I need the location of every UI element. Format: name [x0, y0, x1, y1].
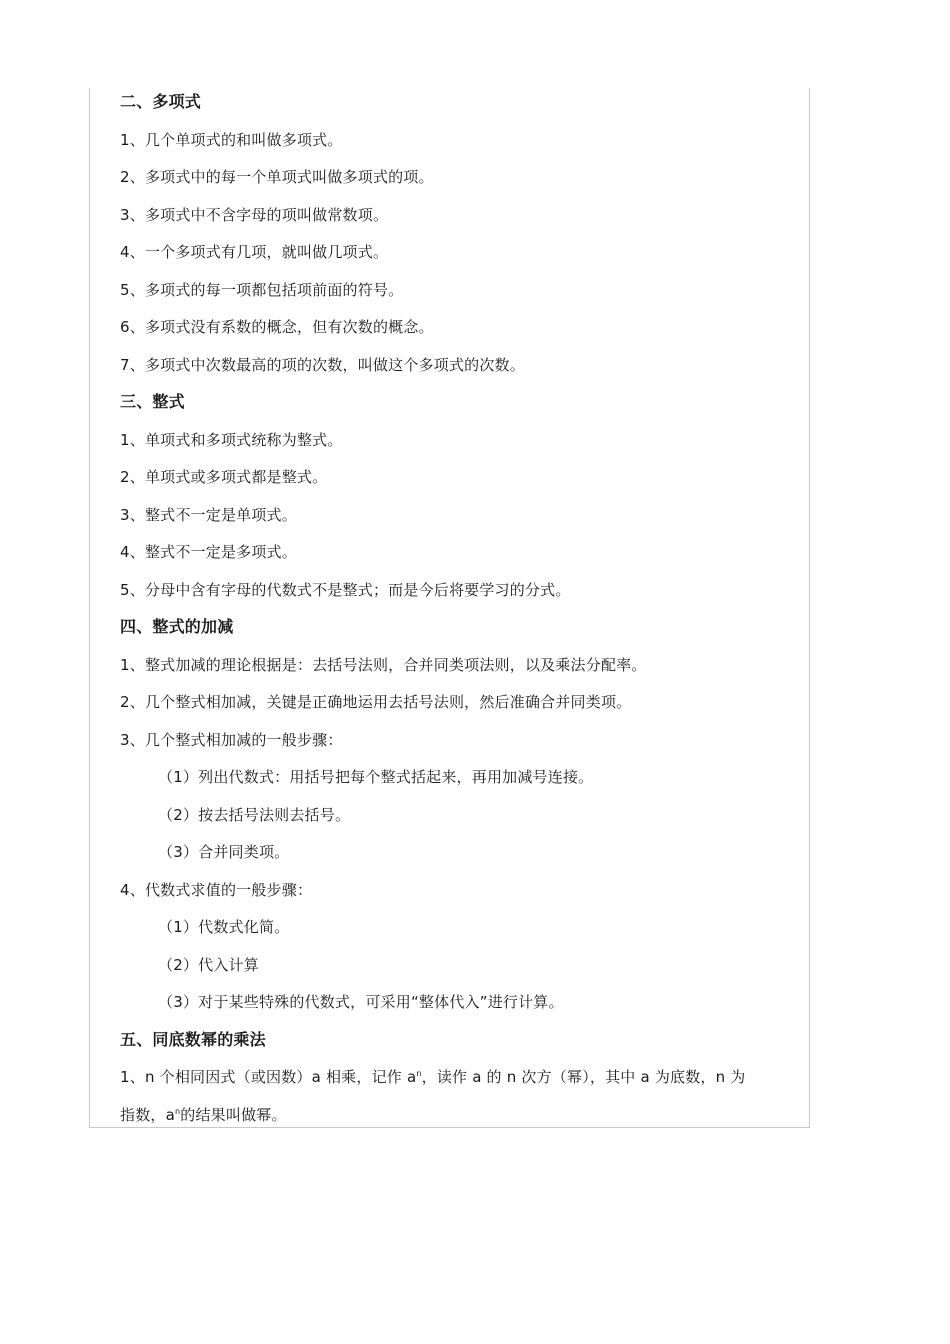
section-heading-power-multiplication: 五、同底数幂的乘法 [120, 1029, 266, 1049]
sub-list-item: （3）对于某些特殊的代数式，可采用“整体代入”进行计算。 [158, 993, 564, 1011]
list-item: 1、几个单项式的和叫做多项式。 [120, 130, 343, 149]
list-item: 2、单项式或多项式都是整式。 [120, 468, 328, 486]
text-fragment: 指数，a [120, 1105, 175, 1124]
text-fragment: 1、n 个相同因式（或因数）a 相乘，记作 a [120, 1068, 417, 1086]
section-heading-polynomial: 二、多项式 [120, 92, 202, 111]
sub-list-item: （1）列出代数式：用括号把每个整式括起来，再用加减号连接。 [158, 768, 594, 786]
list-item: 7、多项式中次数最高的项的次数，叫做这个多项式的次数。 [120, 355, 525, 374]
list-item: 3、整式不一定是单项式。 [120, 505, 297, 524]
sub-list-item: （1）代数式化简。 [158, 918, 290, 936]
text-fragment: ，读作 a 的 n 次方（幂），其中 a 为底数，n 为 [421, 1068, 746, 1086]
list-item: 4、整式不一定是多项式。 [120, 543, 297, 561]
list-item: 4、一个多项式有几项，就叫做几项式。 [120, 243, 389, 261]
list-item: 6、多项式没有系数的概念，但有次数的概念。 [120, 318, 434, 336]
list-item: 2、几个整式相加减，关键是正确地运用去括号法则，然后准确合并同类项。 [120, 693, 632, 711]
section-heading-addition-subtraction: 四、整式的加减 [120, 617, 234, 636]
list-item: 4、代数式求值的一般步骤： [120, 880, 313, 899]
list-item: 1、单项式和多项式统称为整式。 [120, 430, 343, 449]
list-item-continuation [120, 1101, 800, 1139]
list-item: 5、分母中含有字母的代数式不是整式；而是今后将要学习的分式。 [120, 580, 571, 599]
sub-list-item: （2）按去括号法则去括号。 [158, 805, 351, 824]
list-item: 3、几个整式相加减的一般步骤： [120, 730, 343, 749]
list-item: 2、多项式中的每一个单项式叫做多项式的项。 [120, 168, 434, 186]
exponent: n [175, 1106, 181, 1116]
list-item [120, 1063, 800, 1101]
list-item: 1、整式加减的理论根据是：去括号法则，合并同类项法则，以及乘法分配率。 [120, 655, 647, 674]
section-heading-integral-expression: 三、整式 [120, 392, 185, 411]
list-item: 5、多项式的每一项都包括项前面的符号。 [120, 280, 404, 299]
list-item: 3、多项式中不含字母的项叫做常数项。 [120, 205, 389, 224]
text-fragment: 的结果叫做幂。 [180, 1105, 287, 1124]
exponent: n [416, 1069, 422, 1078]
sub-list-item: （3）合并同类项。 [158, 843, 290, 861]
document-content [120, 88, 800, 1138]
sub-list-item: （2）代入计算 [158, 955, 259, 974]
